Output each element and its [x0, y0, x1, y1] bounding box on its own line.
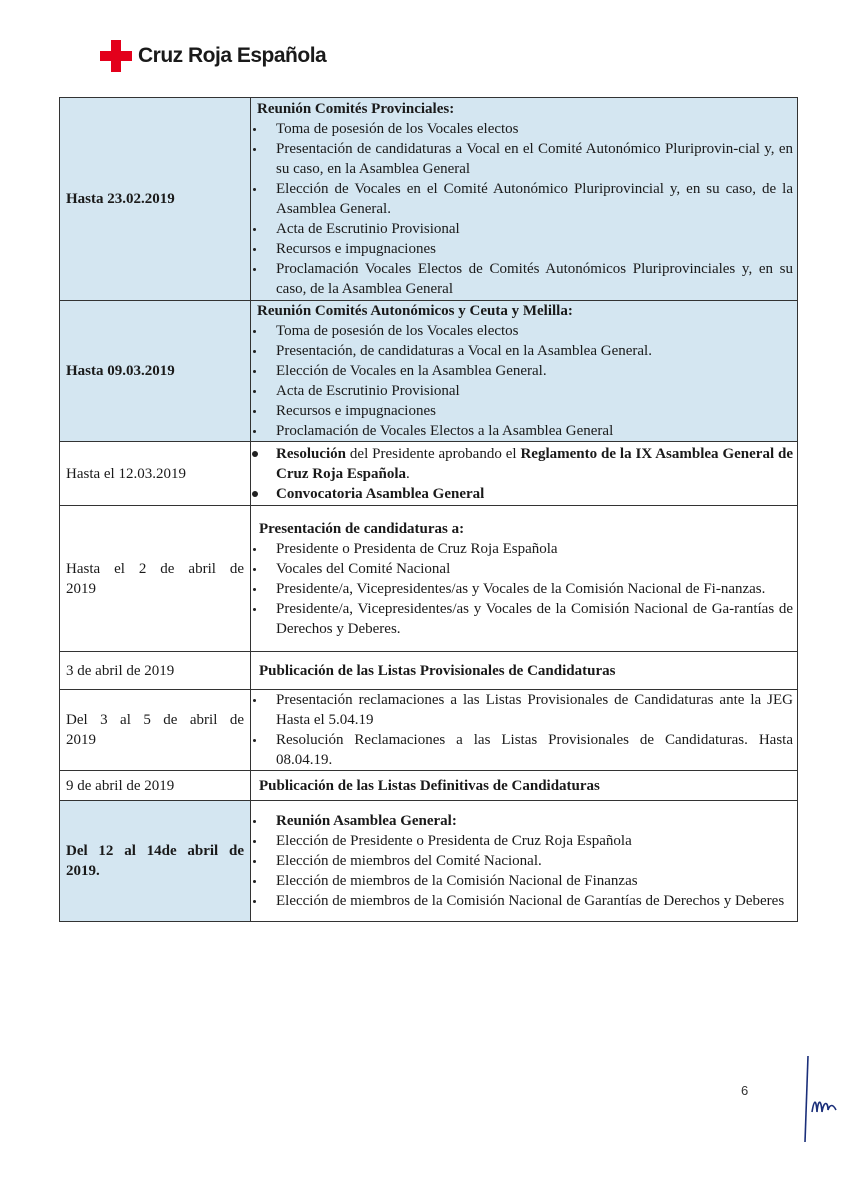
table-row: [60, 801, 798, 922]
content-cell: [251, 652, 798, 690]
table-row: [60, 301, 798, 442]
list-item: Vocales del Comité Nacional: [251, 559, 793, 579]
item-list: [251, 811, 793, 911]
item-list: [251, 690, 793, 770]
list-item: Reunión Asamblea General:: [251, 811, 793, 831]
list-item: Proclamación Vocales Electos de Comités Autonómicos Pluriprovinciales y, en su caso, de la Asamblea General: [251, 259, 793, 299]
date-cell: Del 3 al 5 de abril de 2019: [60, 690, 251, 771]
content-cell: [251, 301, 798, 442]
list-item: Presidente/a, Vicepresidentes/as y Vocales de la Comisión Nacional de Ga-rantías de Derechos y Deberes.: [251, 599, 793, 639]
list-item: Resolución Reclamaciones a las Listas Provisionales de Candidaturas. Hasta 08.04.19.: [251, 730, 793, 770]
date-cell: Del 12 al 14de abril de 2019.: [60, 801, 251, 922]
list-item: Elección de miembros del Comité Nacional.: [251, 851, 793, 871]
list-item: Presentación de candidaturas a Vocal en el Comité Autonómico Pluriprovin-cial y, en su caso, en la Asamblea General: [251, 139, 793, 179]
date-cell: Hasta 23.02.2019: [60, 98, 251, 301]
content-cell: [251, 690, 798, 771]
list-item: Toma de posesión de los Vocales electos: [251, 321, 793, 341]
date-cell: Hasta el 2 de abril de 2019: [60, 506, 251, 652]
list-item: Presentación, de candidaturas a Vocal en la Asamblea General.: [251, 341, 793, 361]
cruz-roja-logo: [100, 40, 326, 72]
section-heading: Presentación de candidaturas a:: [259, 520, 465, 537]
content-cell: [251, 506, 798, 652]
list-item: Acta de Escrutinio Provisional: [251, 381, 793, 401]
list-item: Presentación reclamaciones a las Listas Provisionales de Candidaturas ante la JEG Hasta el 5.04.19: [251, 690, 793, 730]
table-row: [60, 442, 798, 506]
list-item: Elección de miembros de la Comisión Nacional de Garantías de Derechos y Deberes: [251, 891, 793, 911]
table-row: [60, 652, 798, 690]
list-item: Elección de miembros de la Comisión Nacional de Finanzas: [251, 871, 793, 891]
list-item: Proclamación de Vocales Electos a la Asamblea General: [251, 421, 793, 441]
list-item: Presidente o Presidenta de Cruz Roja Española: [251, 539, 793, 559]
item-list: [251, 321, 793, 441]
list-item: Elección de Presidente o Presidenta de Cruz Roja Española: [251, 831, 793, 851]
table-row: [60, 690, 798, 771]
list-item: Elección de Vocales en la Asamblea General.: [251, 361, 793, 381]
content-cell: [251, 442, 798, 506]
table-row: [60, 771, 798, 801]
section-heading: Reunión Comités Provinciales:: [257, 101, 455, 117]
logo-text: Cruz Roja Española: [138, 44, 327, 67]
item-list: [251, 119, 793, 299]
list-item: Convocatoria Asamblea General: [251, 484, 793, 504]
date-cell: Hasta 09.03.2019: [60, 301, 251, 442]
list-item: Recursos e impugnaciones: [251, 401, 793, 421]
list-item: Toma de posesión de los Vocales electos: [251, 119, 793, 139]
list-item: Recursos e impugnaciones: [251, 239, 793, 259]
table-row: [60, 506, 798, 652]
red-cross-icon: [100, 40, 132, 72]
handwritten-initials: [800, 1052, 850, 1147]
date-cell: 9 de abril de 2019: [60, 771, 251, 801]
item-list: [251, 539, 793, 639]
list-item: Resolución del Presidente aprobando el Reglamento de la IX Asamblea General de Cruz Roja Española.: [251, 444, 793, 484]
list-item: Presidente/a, Vicepresidentes/as y Vocales de la Comisión Nacional de Fi-nanzas.: [251, 579, 793, 599]
list-item: Elección de Vocales en el Comité Autonómico Pluriprovincial y, en su caso, de la Asamblea General.: [251, 179, 793, 219]
date-cell: 3 de abril de 2019: [60, 652, 251, 690]
section-heading: Publicación de las Listas Provisionales de Candidaturas: [259, 662, 616, 679]
list-item: Acta de Escrutinio Provisional: [251, 219, 793, 239]
content-cell: [251, 771, 798, 801]
election-schedule-table: [59, 97, 798, 922]
content-cell: [251, 98, 798, 301]
date-cell: Hasta el 12.03.2019: [60, 442, 251, 506]
table-row: [60, 98, 798, 301]
section-heading: Publicación de las Listas Definitivas de Candidaturas: [259, 777, 600, 794]
section-heading: Reunión Comités Autonómicos y Ceuta y Melilla:: [257, 303, 573, 319]
content-cell: [251, 801, 798, 922]
page-number: 6: [741, 1083, 749, 1098]
item-list: [251, 444, 793, 504]
